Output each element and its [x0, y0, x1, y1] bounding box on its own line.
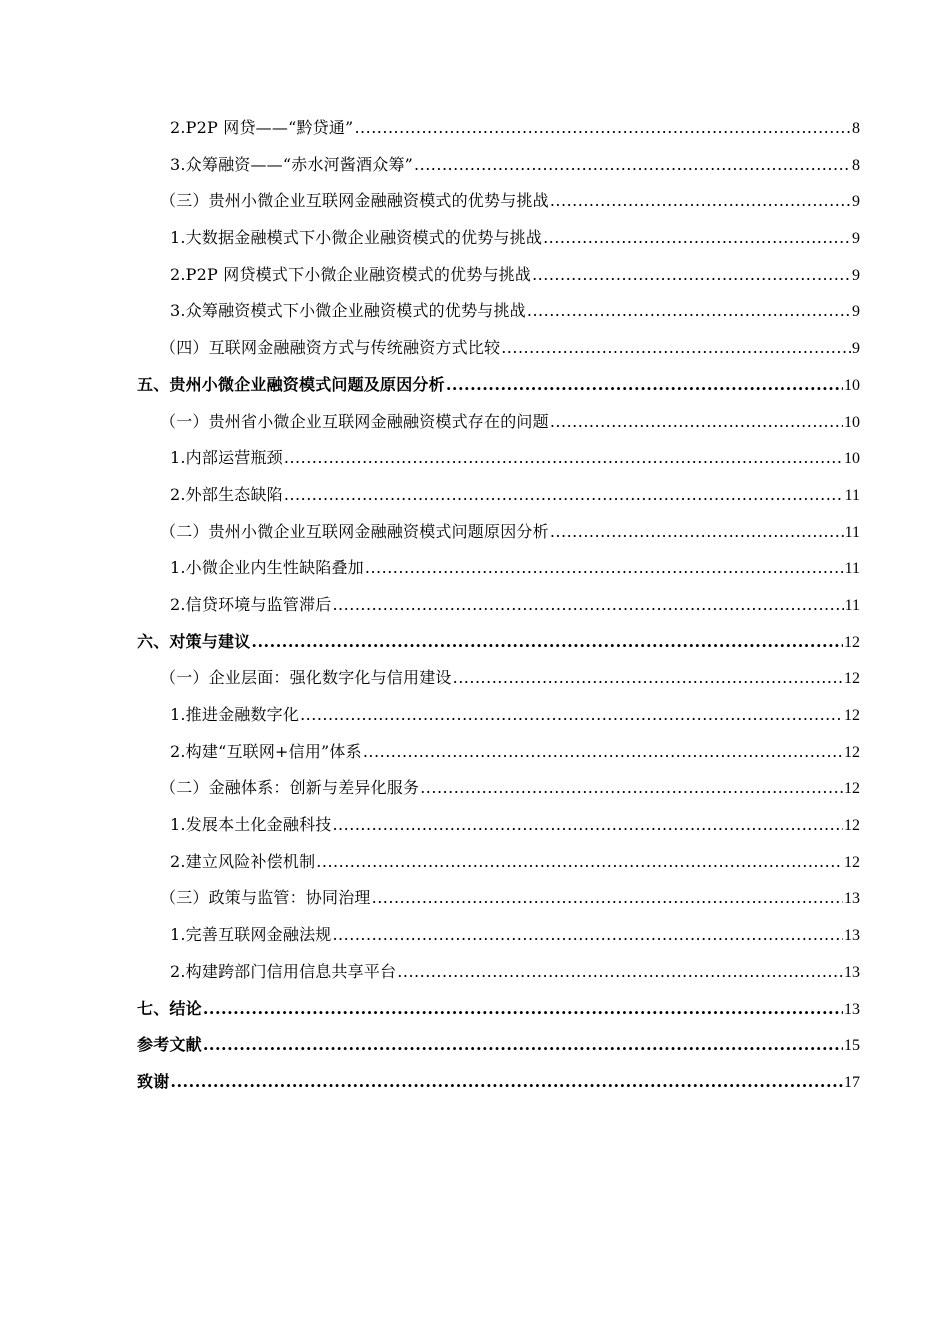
- dot-leader: [414, 147, 851, 184]
- toc-entry[interactable]: [137, 807, 860, 844]
- toc-entry[interactable]: [137, 954, 860, 991]
- toc-entry[interactable]: [137, 660, 860, 697]
- toc-entry-label: 1.发展本土化金融科技: [170, 815, 332, 835]
- toc-entry[interactable]: [137, 110, 860, 147]
- toc-entry-label: 2.P2P 网贷——“黔贷通”: [170, 118, 354, 137]
- toc-entry-label: 六、对策与建议: [137, 631, 251, 651]
- dot-leader: [527, 293, 851, 330]
- toc-entry-label: 1.完善互联网金融法规: [170, 925, 332, 945]
- toc-entry[interactable]: [137, 440, 860, 477]
- toc-entry-label: 3.众筹融资——“赤水河酱酒众筹”: [170, 154, 414, 174]
- dot-leader: [300, 697, 843, 734]
- dot-leader: [420, 770, 843, 807]
- toc-entry[interactable]: [137, 697, 860, 734]
- toc-entry[interactable]: [137, 514, 860, 551]
- dot-leader: [203, 991, 843, 1028]
- table-of-contents: [137, 110, 860, 1101]
- toc-entry-label: 1.小微企业内生性缺陷叠加: [170, 558, 364, 578]
- toc-entry-label: 2.构建跨部门信用信息共享平台: [170, 961, 397, 981]
- toc-entry[interactable]: [137, 1064, 860, 1101]
- toc-entry[interactable]: [137, 220, 860, 257]
- toc-entry-label: （三）政策与监管：协同治理: [160, 888, 371, 908]
- toc-entry-label: 1.内部运营瓶颈: [170, 448, 283, 468]
- toc-entry-page-number: 13: [844, 890, 860, 908]
- dot-leader: [354, 110, 851, 147]
- toc-entry-label: 2.外部生态缺陷: [170, 484, 283, 504]
- toc-entry[interactable]: [137, 991, 860, 1028]
- toc-entry-label: 3.众筹融资模式下小微企业融资模式的优势与挑战: [170, 301, 526, 321]
- toc-entry-page-number: 10: [844, 450, 860, 468]
- toc-entry-page-number: 10: [844, 413, 860, 431]
- toc-entry-label: （二）金融体系：创新与差异化服务: [160, 778, 420, 798]
- toc-entry[interactable]: [137, 550, 860, 587]
- dot-leader: [550, 183, 851, 220]
- toc-entry-page-number: 10: [844, 376, 860, 394]
- toc-entry-label: （二）贵州小微企业互联网金融融资模式问题原因分析: [160, 521, 549, 541]
- toc-entry[interactable]: [137, 844, 860, 881]
- toc-entry-label: 2.建立风险补偿机制: [170, 851, 316, 871]
- toc-entry-page-number: 12: [844, 853, 860, 871]
- toc-entry-page-number: 8: [852, 156, 860, 174]
- dot-leader: [372, 880, 843, 917]
- toc-entry[interactable]: [137, 477, 860, 514]
- dot-leader: [501, 330, 851, 367]
- dot-leader: [251, 624, 843, 661]
- dot-leader: [284, 477, 844, 514]
- toc-entry-label: 2.构建“互联网+信用”体系: [170, 741, 362, 761]
- toc-entry-page-number: 12: [844, 670, 860, 688]
- toc-entry-label: （四）互联网金融融资方式与传统融资方式比较: [160, 338, 501, 358]
- dot-leader: [532, 257, 851, 294]
- toc-entry[interactable]: [137, 147, 860, 184]
- toc-entry-page-number: 9: [852, 266, 860, 284]
- dot-leader: [543, 220, 851, 257]
- toc-entry-page-number: 12: [844, 707, 860, 724]
- toc-entry[interactable]: [137, 880, 860, 917]
- toc-entry[interactable]: [137, 770, 860, 807]
- toc-entry-page-number: 11: [844, 486, 860, 504]
- toc-entry[interactable]: [137, 257, 860, 294]
- toc-entry-page-number: 17: [844, 1073, 860, 1091]
- toc-entry-label: （一）企业层面：强化数字化与信用建设: [160, 668, 452, 688]
- toc-entry-page-number: 13: [844, 963, 860, 981]
- dot-leader: [284, 440, 843, 477]
- toc-entry[interactable]: [137, 1027, 860, 1064]
- toc-entry-page-number: 12: [844, 743, 860, 761]
- dot-leader: [550, 404, 843, 441]
- toc-entry-label: 七、结论: [137, 998, 202, 1018]
- toc-entry[interactable]: [137, 293, 860, 330]
- toc-entry-page-number: 11: [844, 596, 860, 614]
- toc-entry[interactable]: [137, 183, 860, 220]
- toc-entry-page-number: 9: [852, 303, 860, 321]
- dot-leader: [365, 550, 844, 587]
- toc-entry-label: 2.P2P 网贷模式下小微企业融资模式的优势与挑战: [170, 264, 532, 284]
- dot-leader: [550, 514, 844, 551]
- dot-leader: [453, 660, 843, 697]
- toc-entry-page-number: 8: [852, 120, 860, 137]
- dot-leader: [446, 367, 843, 404]
- toc-entry-page-number: 12: [844, 633, 860, 651]
- dot-leader: [332, 587, 843, 624]
- toc-entry-label: （三）贵州小微企业互联网金融融资模式的优势与挑战: [160, 191, 549, 211]
- toc-entry-page-number: 11: [844, 560, 860, 578]
- toc-entry-label: 五、贵州小微企业融资模式问题及原因分析: [137, 374, 445, 394]
- toc-entry-page-number: 11: [844, 523, 860, 541]
- toc-entry-page-number: 13: [844, 927, 860, 945]
- toc-entry[interactable]: [137, 367, 860, 404]
- toc-entry-page-number: 12: [844, 780, 860, 798]
- toc-entry[interactable]: [137, 587, 860, 624]
- toc-entry[interactable]: [137, 404, 860, 441]
- dot-leader: [203, 1027, 843, 1064]
- toc-entry-label: （一）贵州省小微企业互联网金融融资模式存在的问题: [160, 411, 549, 431]
- dot-leader: [332, 807, 843, 844]
- toc-entry[interactable]: [137, 917, 860, 954]
- dot-leader: [363, 734, 843, 771]
- toc-entry-label: 1.大数据金融模式下小微企业融资模式的优势与挑战: [170, 228, 543, 248]
- toc-entry-page-number: 13: [844, 1000, 860, 1018]
- dot-leader: [332, 917, 843, 954]
- toc-entry-page-number: 12: [844, 817, 860, 835]
- toc-entry-label: 1.推进金融数字化: [170, 705, 300, 724]
- toc-entry-page-number: 9: [852, 230, 860, 248]
- dot-leader: [170, 1064, 843, 1101]
- toc-entry-label: 参考文献: [137, 1035, 202, 1055]
- toc-entry-label: 致谢: [137, 1071, 170, 1091]
- toc-entry-page-number: 9: [852, 340, 860, 358]
- toc-entry-label: 2.信贷环境与监管滞后: [170, 594, 332, 614]
- toc-entry-page-number: 9: [852, 193, 860, 211]
- toc-entry[interactable]: [137, 734, 860, 771]
- toc-entry[interactable]: [137, 330, 860, 367]
- toc-entry[interactable]: [137, 624, 860, 661]
- dot-leader: [397, 954, 843, 991]
- toc-entry-page-number: 15: [844, 1037, 860, 1055]
- dot-leader: [316, 844, 843, 881]
